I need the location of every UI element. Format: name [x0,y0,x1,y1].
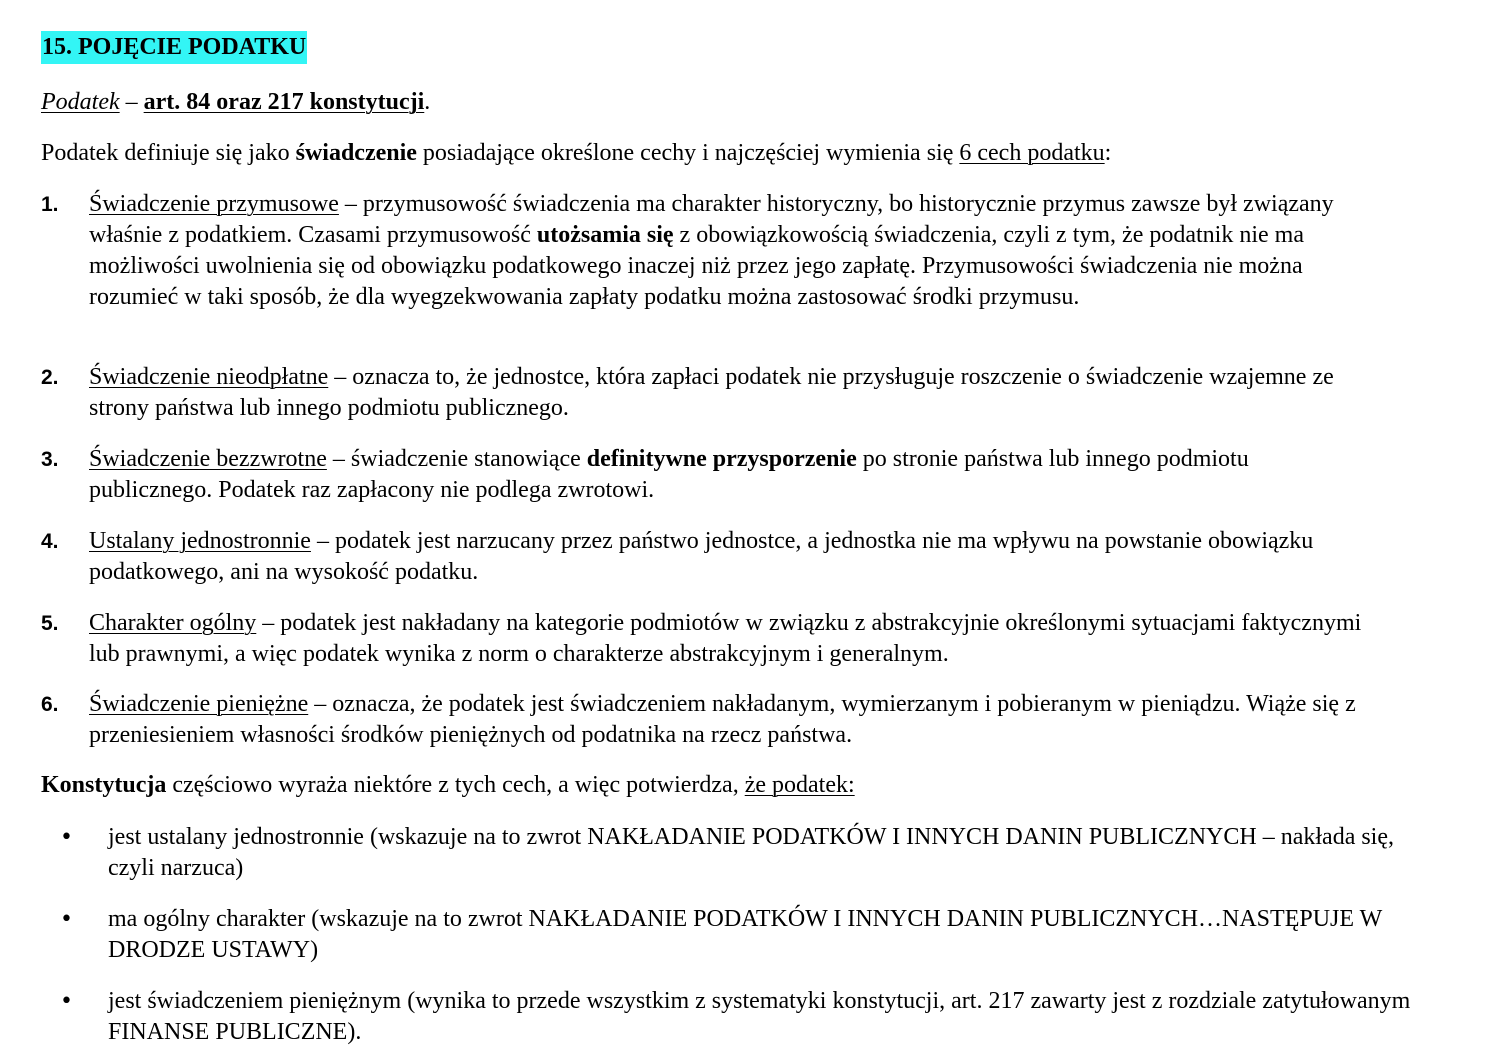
bullet-icon: • [60,989,73,1014]
section-title [41,31,307,64]
feature-text [89,689,1368,751]
feature-text [89,362,1368,424]
intro-dash: – [119,89,144,115]
definition-bold: świadczenie [295,140,417,166]
feature-desc-1: – świadczenie stanowiące [326,446,587,472]
bullet-icon: • [60,907,73,932]
feature-term: Charakter ogólny [89,610,257,636]
definition-underlined: 6 cech podatku [959,140,1105,166]
feature-term: Świadczenie pieniężne [89,691,309,717]
section-title-text: 15. POJĘCIE PODATKU [42,34,307,60]
bullet-text: ma ogólny charakter (wskazuje na to zwrot NAKŁADANIE PODATKÓW I INNYCH DANIN PUBLICZNYCH…NASTĘPUJE W DRODZE USTAWY) [108,906,1382,963]
feature-number: 2. [41,366,59,389]
definition-text-3: : [1104,140,1112,166]
feature-desc-1: – podatek jest narzucany przez państwo jednostce, a jednostka nie ma wpływu na powstanie obowiązku podatkowego, ani na wysokość podatku. [89,528,1314,585]
feature-text [89,608,1368,670]
feature-desc-1: – przymusowość świadczenia ma charakter historyczny, bo historycznie przymus zawsze był związany właśnie z podatkiem. Czasami przymusowość [89,191,1334,248]
feature-desc-1: – podatek jest nakładany na kategorie podmiotów w związku z abstrakcyjnie określonymi sytuacjami faktycznymi lub prawnymi, a więc podatek wynika z norm o charakterze abstrakcyjnym i generalnym. [89,610,1362,667]
feature-text [89,526,1368,588]
intro-term: Podatek [41,89,120,115]
feature-term: Świadczenie przymusowe [89,191,339,217]
feature-desc-1: – oznacza to, że jednostce, która zapłaci podatek nie przysługuje roszczenie o świadczenie wzajemne ze strony państwa lub innego podmiotu publicznego. [89,364,1334,421]
intro-paragraph [41,87,1446,118]
constitution-bold: Konstytucja [41,772,167,798]
constitution-text: częściowo wyraża niektóre z tych cech, a więc potwierdza, [166,772,745,798]
feature-desc-1: – oznacza, że podatek jest świadczeniem nakładanym, wymierzanym i pobieranym w pieniądzu. Wiąże się z przeniesieniem własności środków pieniężnych od podatnika na rzecz państwa. [89,691,1356,748]
feature-number: 6. [41,693,59,716]
feature-term: Świadczenie bezzwrotne [89,446,327,472]
intro-reference: art. 84 oraz 217 konstytucji [143,89,425,115]
feature-desc-2: po stronie państwa lub innego podmiotu publicznego. Podatek raz zapłacony nie podlega zwrotowi. [89,446,1249,503]
feature-term: Ustalany jednostronnie [89,528,311,554]
feature-bold-1: utożsamia się [536,222,674,248]
feature-number: 3. [41,448,59,471]
feature-bold-1: definitywne przysporzenie [586,446,857,472]
feature-term: Świadczenie nieodpłatne [89,364,329,390]
feature-text [89,444,1368,506]
definition-paragraph [41,138,1446,169]
feature-number: 5. [41,612,59,635]
bullet-text: jest świadczeniem pieniężnym (wynika to przede wszystkim z systematyki konstytucji, art. 217 zawarty jest z rozdziale zatytułowanym FINANSE PUBLICZNE). [108,988,1411,1045]
bullet-icon: • [60,825,73,850]
constitution-paragraph [41,770,1446,801]
definition-text-2: posiadające określone cechy i najczęściej wymienia się [416,140,960,166]
definition-text-1: Podatek definiuje się jako [41,140,296,166]
feature-number: 4. [41,530,59,553]
constitution-underlined: że podatek: [744,772,855,798]
intro-end: . [424,89,431,115]
feature-number: 1. [41,193,59,216]
feature-text [89,189,1368,313]
bullet-text: jest ustalany jednostronnie (wskazuje na to zwrot NAKŁADANIE PODATKÓW I INNYCH DANIN PUBLICZNYCH – nakłada się, czyli narzuca) [108,824,1395,881]
feature-desc-2: z obowiązkowością świadczenia, czyli z tym, że podatnik nie ma możliwości uwolnienia się od obowiązku podatkowego inaczej niż przez jego zapłatę. Przymusowości świadczenia nie można rozumieć w taki sposób, że dla wyegzekwowania zapłaty podatku można zastosować środki przymusu. [89,222,1304,310]
